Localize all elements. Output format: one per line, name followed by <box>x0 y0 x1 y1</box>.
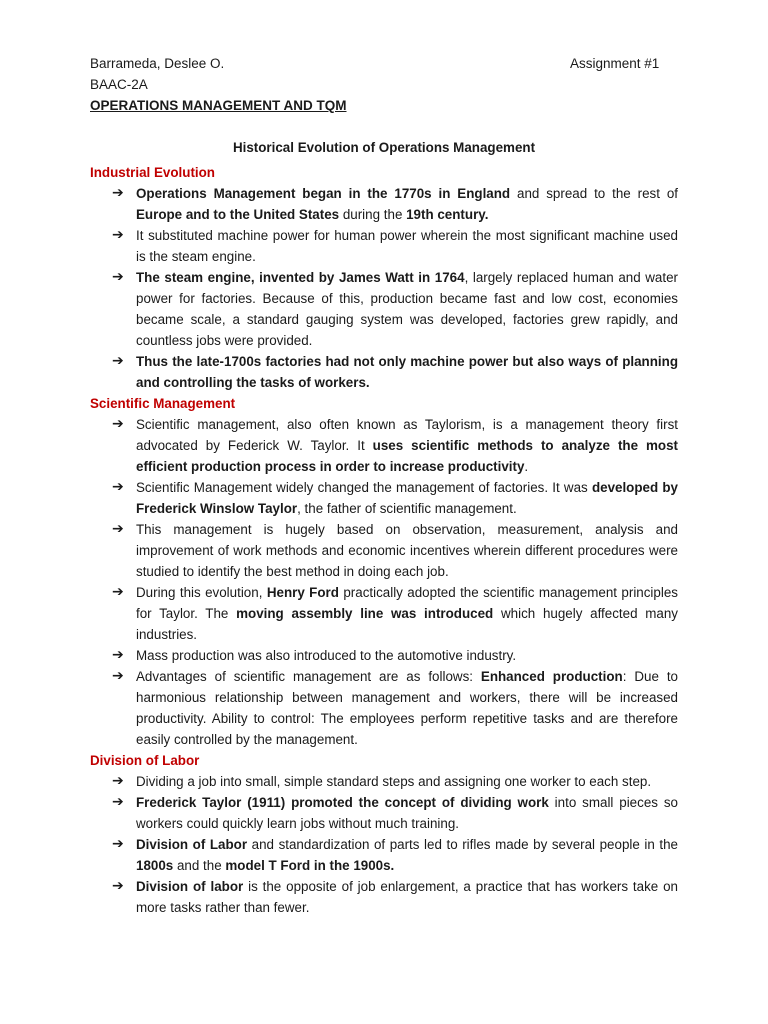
bold-text: 1800s <box>136 858 174 873</box>
bullet-list <box>90 183 678 393</box>
bullet-item <box>90 519 678 582</box>
right-arrow-icon: ➔ <box>112 479 124 495</box>
document-body <box>90 162 678 918</box>
bullet-item <box>90 666 678 750</box>
body-text: during the <box>339 207 407 222</box>
course-code: BAAC-2A <box>90 77 148 92</box>
body-text: practically adopted the scientific management principles for Taylor. The <box>136 585 678 621</box>
body-text: , largely replaced human and water power for factories. Because of this, production became fast and low cost, economies became scale, a standard gauging system was developed, factories grew rapidly, and countless jobs were provided. <box>136 270 678 348</box>
body-text: Dividing a job into small, simple standard steps and assigning one worker to each step. <box>136 774 652 789</box>
bold-text: Europe and to the United States <box>136 207 340 222</box>
bullet-item <box>90 771 678 792</box>
bold-text: uses scientific methods to analyze the most efficient production process in order to increase productivity <box>136 438 679 474</box>
right-arrow-icon: ➔ <box>112 836 124 852</box>
body-text: , the father of scientific management. <box>297 501 517 516</box>
bullet-item <box>90 477 678 519</box>
bullet-item <box>90 582 678 645</box>
bold-text: Division of labor <box>136 879 244 894</box>
bold-text: Henry Ford <box>266 585 339 600</box>
right-arrow-icon: ➔ <box>112 269 124 285</box>
right-arrow-icon: ➔ <box>112 416 124 432</box>
right-arrow-icon: ➔ <box>112 521 124 537</box>
section <box>90 162 678 393</box>
bullet-item <box>90 351 678 393</box>
bold-text: Division of Labor <box>136 837 248 852</box>
bold-text: developed by Frederick Winslow Taylor <box>136 480 678 516</box>
right-arrow-icon: ➔ <box>112 353 124 369</box>
right-arrow-icon: ➔ <box>112 185 124 201</box>
body-text: : Due to harmonious relationship between management and workers, there will be increased productivity. Ability to control: The employees perform repetitive tasks and are therefore easily controlled by the management. <box>136 669 678 747</box>
bold-text: moving assembly line was introduced <box>236 606 494 621</box>
bold-text: Operations Management began in the 1770s in England <box>136 186 511 201</box>
right-arrow-icon: ➔ <box>112 668 124 684</box>
bullet-item <box>90 792 678 834</box>
bullet-list <box>90 771 678 918</box>
right-arrow-icon: ➔ <box>112 878 124 894</box>
bullet-item <box>90 267 678 351</box>
body-text: This management is hugely based on observation, measurement, analysis and improvement of work methods and economic incentives wherein different procedures were studied to identify the best method in doing each job. <box>136 522 678 579</box>
bullet-item <box>90 183 678 225</box>
student-name: Barrameda, Deslee O. <box>90 56 225 71</box>
bold-text: model T Ford in the 1900s. <box>225 858 395 873</box>
body-text: and standardization of parts led to rifles made by several people in the <box>247 837 678 852</box>
bold-text: Thus the late-1700s factories had not only machine power but also ways of planning and controlling the tasks of workers. <box>136 354 678 390</box>
body-text: and spread to the rest of <box>510 186 678 201</box>
bullet-item <box>90 834 678 876</box>
body-text: Scientific management, also often known as Taylorism, is a management theory first advocated by Federick W. Taylor. It <box>136 417 678 453</box>
right-arrow-icon: ➔ <box>112 773 124 789</box>
bold-text: 19th century. <box>406 207 489 222</box>
section <box>90 393 678 750</box>
subject-title: OPERATIONS MANAGEMENT AND TQM <box>90 98 347 113</box>
body-text: is the opposite of job enlargement, a practice that has workers take on more tasks rather than fewer. <box>136 879 679 915</box>
body-text: During this evolution, <box>136 585 267 600</box>
right-arrow-icon: ➔ <box>112 794 124 810</box>
right-arrow-icon: ➔ <box>112 647 124 663</box>
bullet-item <box>90 645 678 666</box>
bullet-item <box>90 225 678 267</box>
body-text: which hugely affected many industries. <box>136 606 679 642</box>
body-text: and the <box>173 858 226 873</box>
section-heading: Division of Labor <box>90 753 200 768</box>
document-title: Historical Evolution of Operations Management <box>232 140 536 155</box>
section-heading: Industrial Evolution <box>90 165 215 180</box>
section <box>90 750 678 918</box>
section-heading: Scientific Management <box>90 396 236 411</box>
body-text: Advantages of scientific management are as follows: <box>136 669 481 684</box>
body-text: It substituted machine power for human power wherein the most significant machine used is the steam engine. <box>136 228 678 264</box>
assignment-number: Assignment #1 <box>570 56 660 71</box>
body-text: into small pieces so workers could quickly learn jobs without much training. <box>136 795 678 831</box>
bullet-list <box>90 414 678 750</box>
body-text: Mass production was also introduced to the automotive industry. <box>136 648 517 663</box>
right-arrow-icon: ➔ <box>112 227 124 243</box>
bold-text: Frederick Taylor (1911) promoted the concept of dividing work <box>136 795 549 810</box>
bold-text: The steam engine, invented by James Watt in 1764 <box>136 270 465 285</box>
bullet-item <box>90 876 678 918</box>
bold-text: Enhanced production <box>480 669 623 684</box>
body-text: . <box>524 459 529 474</box>
right-arrow-icon: ➔ <box>112 584 124 600</box>
bullet-item <box>90 414 678 477</box>
body-text: Scientific Management widely changed the management of factories. It was <box>136 480 592 495</box>
